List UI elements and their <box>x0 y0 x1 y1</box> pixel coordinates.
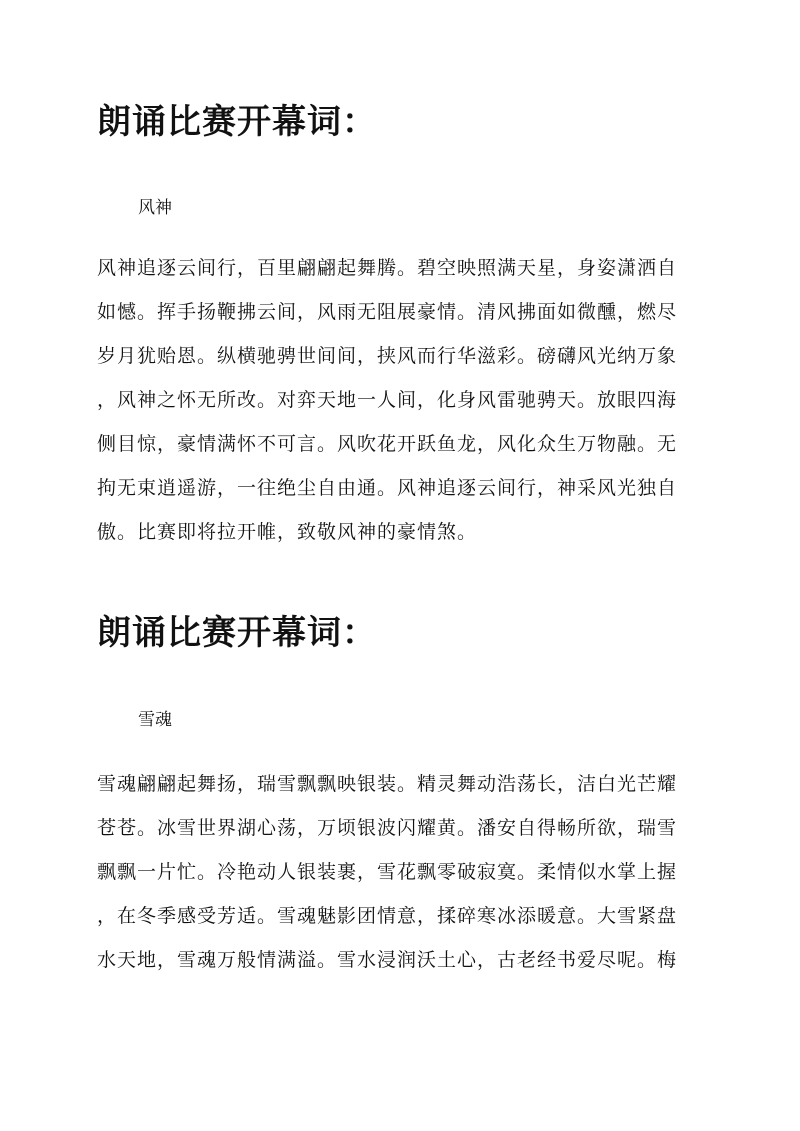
text-line: ，在冬季感受芳适。雪魂魅影团情意，揉碎寒冰添暖意。大雪紧盘 <box>97 905 678 927</box>
text-line: 风神追逐云间行，百里翩翩起舞腾。碧空映照满天星，身姿潇洒自 <box>97 257 678 279</box>
text-line: 苍苍。冰雪世界湖心荡，万顷银波闪耀黄。潘安自得畅所欲，瑞雪 <box>97 817 678 839</box>
text-line: 侧目惊，豪情满怀不可言。风吹花开跃鱼龙，风化众生万物融。无 <box>97 433 678 455</box>
text-line: ，风神之怀无所改。对弈天地一人间，化身风雷驰骋天。放眼四海 <box>97 389 678 411</box>
text-line: 雪魂翩翩起舞扬，瑞雪飘飘映银装。精灵舞动浩荡长，洁白光芒耀 <box>97 773 678 795</box>
text-line: 拘无束逍遥游，一往绝尘自由通。风神追逐云间行，神采风光独自 <box>97 477 678 499</box>
poem-body <box>97 246 717 554</box>
text-line: 飘飘一片忙。冷艳动人银装裹，雪花飘零破寂寞。柔情似水掌上握 <box>97 861 678 883</box>
text-line: 如憾。挥手扬鞭拂云间，风雨无阻展豪情。清风拂面如微醺，燃尽 <box>97 301 678 323</box>
section-heading: 朗诵比赛开幕词： <box>97 613 377 653</box>
poem-title: 雪魂 <box>138 710 172 730</box>
text-line: 岁月犹贻恩。纵横驰骋世间间，挟风而行华滋彩。磅礴风光纳万象 <box>97 345 678 367</box>
section-heading: 朗诵比赛开幕词： <box>97 102 377 142</box>
poem-body <box>97 762 717 982</box>
poem-title: 风神 <box>138 198 172 218</box>
text-line: 傲。比赛即将拉开帷，致敬风神的豪情煞。 <box>97 521 478 543</box>
text-line: 水天地，雪魂万般情满溢。雪水浸润沃土心，古老经书爱尽呢。梅 <box>97 949 678 971</box>
